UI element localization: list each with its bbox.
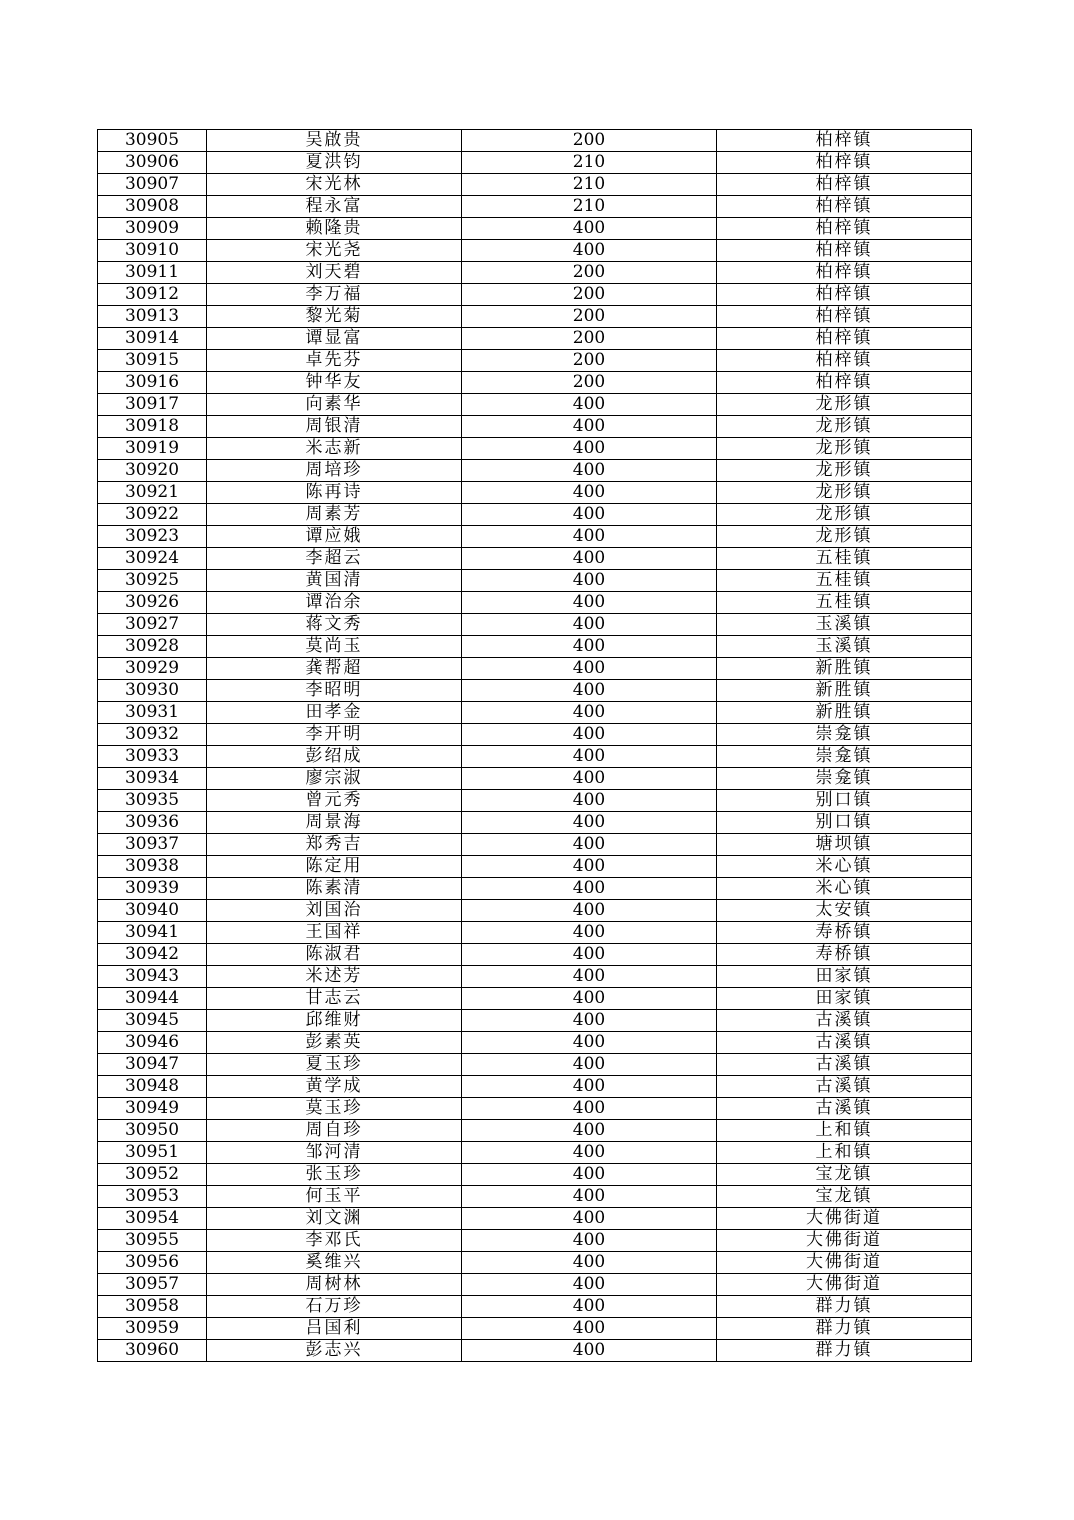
amount-cell: 400 [462, 1252, 717, 1274]
town-cell: 米心镇 [717, 856, 972, 878]
town-cell: 龙形镇 [717, 482, 972, 504]
table-row [98, 922, 972, 944]
person-name-cell: 曾元秀 [207, 790, 462, 812]
town-cell: 别口镇 [717, 812, 972, 834]
table-row [98, 416, 972, 438]
person-name-cell: 廖宗淑 [207, 768, 462, 790]
amount-cell: 400 [462, 658, 717, 680]
amount-cell: 400 [462, 1120, 717, 1142]
person-name-cell: 周素芳 [207, 504, 462, 526]
record-id-cell: 30958 [98, 1296, 207, 1318]
amount-cell: 200 [462, 130, 717, 152]
person-name-cell: 卓先芬 [207, 350, 462, 372]
person-name-cell: 米志新 [207, 438, 462, 460]
record-id-cell: 30953 [98, 1186, 207, 1208]
table-row [98, 1208, 972, 1230]
town-cell: 柏梓镇 [717, 240, 972, 262]
amount-cell: 200 [462, 284, 717, 306]
town-cell: 龙形镇 [717, 504, 972, 526]
town-cell: 宝龙镇 [717, 1164, 972, 1186]
amount-cell: 400 [462, 724, 717, 746]
table-row [98, 306, 972, 328]
person-name-cell: 黎光菊 [207, 306, 462, 328]
person-name-cell: 蒋文秀 [207, 614, 462, 636]
table-row [98, 218, 972, 240]
town-cell: 寿桥镇 [717, 922, 972, 944]
record-id-cell: 30952 [98, 1164, 207, 1186]
amount-cell: 400 [462, 570, 717, 592]
person-name-cell: 李昭明 [207, 680, 462, 702]
record-id-cell: 30912 [98, 284, 207, 306]
amount-cell: 400 [462, 1318, 717, 1340]
record-id-cell: 30937 [98, 834, 207, 856]
table-row [98, 1274, 972, 1296]
amount-cell: 400 [462, 944, 717, 966]
record-id-cell: 30928 [98, 636, 207, 658]
person-name-cell: 程永富 [207, 196, 462, 218]
amount-cell: 400 [462, 1054, 717, 1076]
town-cell: 柏梓镇 [717, 218, 972, 240]
table-row [98, 1142, 972, 1164]
table-row [98, 878, 972, 900]
town-cell: 别口镇 [717, 790, 972, 812]
person-name-cell: 宋光尧 [207, 240, 462, 262]
table-row [98, 724, 972, 746]
table-row [98, 988, 972, 1010]
person-name-cell: 吕国利 [207, 1318, 462, 1340]
person-name-cell: 周培珍 [207, 460, 462, 482]
record-id-cell: 30906 [98, 152, 207, 174]
person-name-cell: 黄学成 [207, 1076, 462, 1098]
record-id-cell: 30921 [98, 482, 207, 504]
table-row [98, 1186, 972, 1208]
amount-cell: 400 [462, 1098, 717, 1120]
town-cell: 群力镇 [717, 1318, 972, 1340]
table-row [98, 790, 972, 812]
amount-cell: 400 [462, 746, 717, 768]
roster-table-body [98, 130, 972, 1362]
table-row [98, 1318, 972, 1340]
table-row [98, 1120, 972, 1142]
record-id-cell: 30924 [98, 548, 207, 570]
town-cell: 柏梓镇 [717, 306, 972, 328]
record-id-cell: 30926 [98, 592, 207, 614]
amount-cell: 400 [462, 592, 717, 614]
amount-cell: 400 [462, 790, 717, 812]
person-name-cell: 黄国清 [207, 570, 462, 592]
town-cell: 龙形镇 [717, 460, 972, 482]
town-cell: 寿桥镇 [717, 944, 972, 966]
town-cell: 大佛街道 [717, 1274, 972, 1296]
amount-cell: 400 [462, 438, 717, 460]
person-name-cell: 周树林 [207, 1274, 462, 1296]
person-name-cell: 张玉珍 [207, 1164, 462, 1186]
town-cell: 上和镇 [717, 1142, 972, 1164]
person-name-cell: 彭绍成 [207, 746, 462, 768]
amount-cell: 400 [462, 1142, 717, 1164]
record-id-cell: 30960 [98, 1340, 207, 1362]
record-id-cell: 30946 [98, 1032, 207, 1054]
town-cell: 龙形镇 [717, 438, 972, 460]
record-id-cell: 30908 [98, 196, 207, 218]
town-cell: 柏梓镇 [717, 174, 972, 196]
person-name-cell: 郑秀吉 [207, 834, 462, 856]
amount-cell: 400 [462, 1230, 717, 1252]
table-row [98, 240, 972, 262]
record-id-cell: 30907 [98, 174, 207, 196]
town-cell: 上和镇 [717, 1120, 972, 1142]
record-id-cell: 30930 [98, 680, 207, 702]
person-name-cell: 李万福 [207, 284, 462, 306]
town-cell: 龙形镇 [717, 526, 972, 548]
table-row [98, 702, 972, 724]
person-name-cell: 陈淑君 [207, 944, 462, 966]
amount-cell: 400 [462, 636, 717, 658]
town-cell: 米心镇 [717, 878, 972, 900]
table-row [98, 658, 972, 680]
town-cell: 龙形镇 [717, 394, 972, 416]
roster-table [97, 129, 972, 1362]
town-cell: 柏梓镇 [717, 284, 972, 306]
record-id-cell: 30944 [98, 988, 207, 1010]
person-name-cell: 向素华 [207, 394, 462, 416]
amount-cell: 400 [462, 856, 717, 878]
amount-cell: 210 [462, 196, 717, 218]
table-row [98, 768, 972, 790]
town-cell: 柏梓镇 [717, 372, 972, 394]
person-name-cell: 奚维兴 [207, 1252, 462, 1274]
person-name-cell: 李邓氏 [207, 1230, 462, 1252]
record-id-cell: 30933 [98, 746, 207, 768]
person-name-cell: 陈再诗 [207, 482, 462, 504]
table-row [98, 1054, 972, 1076]
record-id-cell: 30917 [98, 394, 207, 416]
table-row [98, 262, 972, 284]
table-row [98, 130, 972, 152]
person-name-cell: 周景海 [207, 812, 462, 834]
table-row [98, 152, 972, 174]
person-name-cell: 赖隆贵 [207, 218, 462, 240]
record-id-cell: 30957 [98, 1274, 207, 1296]
table-row [98, 504, 972, 526]
town-cell: 古溪镇 [717, 1032, 972, 1054]
amount-cell: 400 [462, 1208, 717, 1230]
person-name-cell: 夏玉珍 [207, 1054, 462, 1076]
person-name-cell: 李超云 [207, 548, 462, 570]
town-cell: 大佛街道 [717, 1208, 972, 1230]
record-id-cell: 30939 [98, 878, 207, 900]
town-cell: 柏梓镇 [717, 152, 972, 174]
record-id-cell: 30950 [98, 1120, 207, 1142]
record-id-cell: 30935 [98, 790, 207, 812]
amount-cell: 400 [462, 1340, 717, 1362]
town-cell: 新胜镇 [717, 658, 972, 680]
amount-cell: 200 [462, 372, 717, 394]
record-id-cell: 30923 [98, 526, 207, 548]
amount-cell: 210 [462, 174, 717, 196]
person-name-cell: 刘天碧 [207, 262, 462, 284]
record-id-cell: 30941 [98, 922, 207, 944]
person-name-cell: 彭素英 [207, 1032, 462, 1054]
person-name-cell: 邱维财 [207, 1010, 462, 1032]
town-cell: 柏梓镇 [717, 130, 972, 152]
table-row [98, 1340, 972, 1362]
person-name-cell: 石万珍 [207, 1296, 462, 1318]
table-row [98, 394, 972, 416]
table-row [98, 548, 972, 570]
table-row [98, 372, 972, 394]
table-row [98, 174, 972, 196]
record-id-cell: 30959 [98, 1318, 207, 1340]
amount-cell: 400 [462, 218, 717, 240]
record-id-cell: 30910 [98, 240, 207, 262]
record-id-cell: 30919 [98, 438, 207, 460]
town-cell: 崇龛镇 [717, 768, 972, 790]
table-row [98, 1230, 972, 1252]
amount-cell: 400 [462, 240, 717, 262]
person-name-cell: 王国祥 [207, 922, 462, 944]
person-name-cell: 莫尚玉 [207, 636, 462, 658]
amount-cell: 400 [462, 834, 717, 856]
town-cell: 群力镇 [717, 1340, 972, 1362]
town-cell: 柏梓镇 [717, 262, 972, 284]
amount-cell: 400 [462, 680, 717, 702]
person-name-cell: 陈素清 [207, 878, 462, 900]
person-name-cell: 甘志云 [207, 988, 462, 1010]
table-row [98, 944, 972, 966]
town-cell: 五桂镇 [717, 548, 972, 570]
person-name-cell: 邹河清 [207, 1142, 462, 1164]
amount-cell: 400 [462, 878, 717, 900]
amount-cell: 200 [462, 328, 717, 350]
record-id-cell: 30940 [98, 900, 207, 922]
table-row [98, 526, 972, 548]
amount-cell: 400 [462, 1274, 717, 1296]
person-name-cell: 刘国治 [207, 900, 462, 922]
record-id-cell: 30913 [98, 306, 207, 328]
amount-cell: 400 [462, 988, 717, 1010]
record-id-cell: 30949 [98, 1098, 207, 1120]
table-row [98, 1296, 972, 1318]
person-name-cell: 谭显富 [207, 328, 462, 350]
town-cell: 柏梓镇 [717, 328, 972, 350]
amount-cell: 400 [462, 526, 717, 548]
table-row [98, 438, 972, 460]
record-id-cell: 30927 [98, 614, 207, 636]
record-id-cell: 30951 [98, 1142, 207, 1164]
record-id-cell: 30947 [98, 1054, 207, 1076]
record-id-cell: 30911 [98, 262, 207, 284]
person-name-cell: 彭志兴 [207, 1340, 462, 1362]
person-name-cell: 谭应娥 [207, 526, 462, 548]
amount-cell: 400 [462, 768, 717, 790]
table-row [98, 812, 972, 834]
table-row [98, 196, 972, 218]
person-name-cell: 夏洪钧 [207, 152, 462, 174]
record-id-cell: 30918 [98, 416, 207, 438]
amount-cell: 400 [462, 1296, 717, 1318]
amount-cell: 400 [462, 922, 717, 944]
amount-cell: 400 [462, 1010, 717, 1032]
record-id-cell: 30925 [98, 570, 207, 592]
amount-cell: 400 [462, 460, 717, 482]
amount-cell: 400 [462, 614, 717, 636]
record-id-cell: 30954 [98, 1208, 207, 1230]
table-row [98, 636, 972, 658]
town-cell: 崇龛镇 [717, 724, 972, 746]
record-id-cell: 30956 [98, 1252, 207, 1274]
person-name-cell: 宋光林 [207, 174, 462, 196]
record-id-cell: 30943 [98, 966, 207, 988]
record-id-cell: 30931 [98, 702, 207, 724]
amount-cell: 400 [462, 416, 717, 438]
table-row [98, 1010, 972, 1032]
record-id-cell: 30929 [98, 658, 207, 680]
record-id-cell: 30936 [98, 812, 207, 834]
amount-cell: 400 [462, 504, 717, 526]
table-row [98, 746, 972, 768]
town-cell: 古溪镇 [717, 1098, 972, 1120]
amount-cell: 200 [462, 350, 717, 372]
table-row [98, 834, 972, 856]
town-cell: 新胜镇 [717, 702, 972, 724]
amount-cell: 400 [462, 482, 717, 504]
town-cell: 大佛街道 [717, 1252, 972, 1274]
record-id-cell: 30916 [98, 372, 207, 394]
person-name-cell: 米述芳 [207, 966, 462, 988]
record-id-cell: 30955 [98, 1230, 207, 1252]
person-name-cell: 钟华友 [207, 372, 462, 394]
amount-cell: 400 [462, 702, 717, 724]
table-row [98, 1076, 972, 1098]
town-cell: 龙形镇 [717, 416, 972, 438]
table-row [98, 1098, 972, 1120]
record-id-cell: 30945 [98, 1010, 207, 1032]
town-cell: 崇龛镇 [717, 746, 972, 768]
table-row [98, 328, 972, 350]
record-id-cell: 30920 [98, 460, 207, 482]
town-cell: 五桂镇 [717, 592, 972, 614]
person-name-cell: 刘文渊 [207, 1208, 462, 1230]
record-id-cell: 30905 [98, 130, 207, 152]
table-row [98, 966, 972, 988]
table-row [98, 900, 972, 922]
amount-cell: 400 [462, 900, 717, 922]
town-cell: 塘坝镇 [717, 834, 972, 856]
record-id-cell: 30915 [98, 350, 207, 372]
town-cell: 宝龙镇 [717, 1186, 972, 1208]
town-cell: 玉溪镇 [717, 636, 972, 658]
town-cell: 五桂镇 [717, 570, 972, 592]
town-cell: 古溪镇 [717, 1076, 972, 1098]
town-cell: 田家镇 [717, 988, 972, 1010]
table-row [98, 592, 972, 614]
town-cell: 群力镇 [717, 1296, 972, 1318]
record-id-cell: 30938 [98, 856, 207, 878]
table-row [98, 1032, 972, 1054]
record-id-cell: 30948 [98, 1076, 207, 1098]
person-name-cell: 莫玉珍 [207, 1098, 462, 1120]
town-cell: 田家镇 [717, 966, 972, 988]
amount-cell: 400 [462, 1186, 717, 1208]
table-row [98, 1164, 972, 1186]
person-name-cell: 李开明 [207, 724, 462, 746]
table-row [98, 680, 972, 702]
town-cell: 柏梓镇 [717, 350, 972, 372]
record-id-cell: 30909 [98, 218, 207, 240]
table-row [98, 570, 972, 592]
town-cell: 玉溪镇 [717, 614, 972, 636]
table-row [98, 350, 972, 372]
person-name-cell: 龚帮超 [207, 658, 462, 680]
person-name-cell: 田孝金 [207, 702, 462, 724]
amount-cell: 400 [462, 812, 717, 834]
table-row [98, 460, 972, 482]
table-row [98, 856, 972, 878]
amount-cell: 400 [462, 1164, 717, 1186]
record-id-cell: 30942 [98, 944, 207, 966]
person-name-cell: 周自珍 [207, 1120, 462, 1142]
town-cell: 太安镇 [717, 900, 972, 922]
amount-cell: 210 [462, 152, 717, 174]
amount-cell: 200 [462, 262, 717, 284]
amount-cell: 200 [462, 306, 717, 328]
table-row [98, 284, 972, 306]
table-row [98, 482, 972, 504]
record-id-cell: 30914 [98, 328, 207, 350]
town-cell: 古溪镇 [717, 1010, 972, 1032]
record-id-cell: 30934 [98, 768, 207, 790]
amount-cell: 400 [462, 1032, 717, 1054]
town-cell: 大佛街道 [717, 1230, 972, 1252]
amount-cell: 400 [462, 394, 717, 416]
amount-cell: 400 [462, 966, 717, 988]
amount-cell: 400 [462, 1076, 717, 1098]
person-name-cell: 周银清 [207, 416, 462, 438]
town-cell: 古溪镇 [717, 1054, 972, 1076]
record-id-cell: 30922 [98, 504, 207, 526]
person-name-cell: 何玉平 [207, 1186, 462, 1208]
record-id-cell: 30932 [98, 724, 207, 746]
town-cell: 新胜镇 [717, 680, 972, 702]
town-cell: 柏梓镇 [717, 196, 972, 218]
table-row [98, 614, 972, 636]
person-name-cell: 陈定用 [207, 856, 462, 878]
amount-cell: 400 [462, 548, 717, 570]
table-row [98, 1252, 972, 1274]
person-name-cell: 吴啟贵 [207, 130, 462, 152]
person-name-cell: 谭治余 [207, 592, 462, 614]
